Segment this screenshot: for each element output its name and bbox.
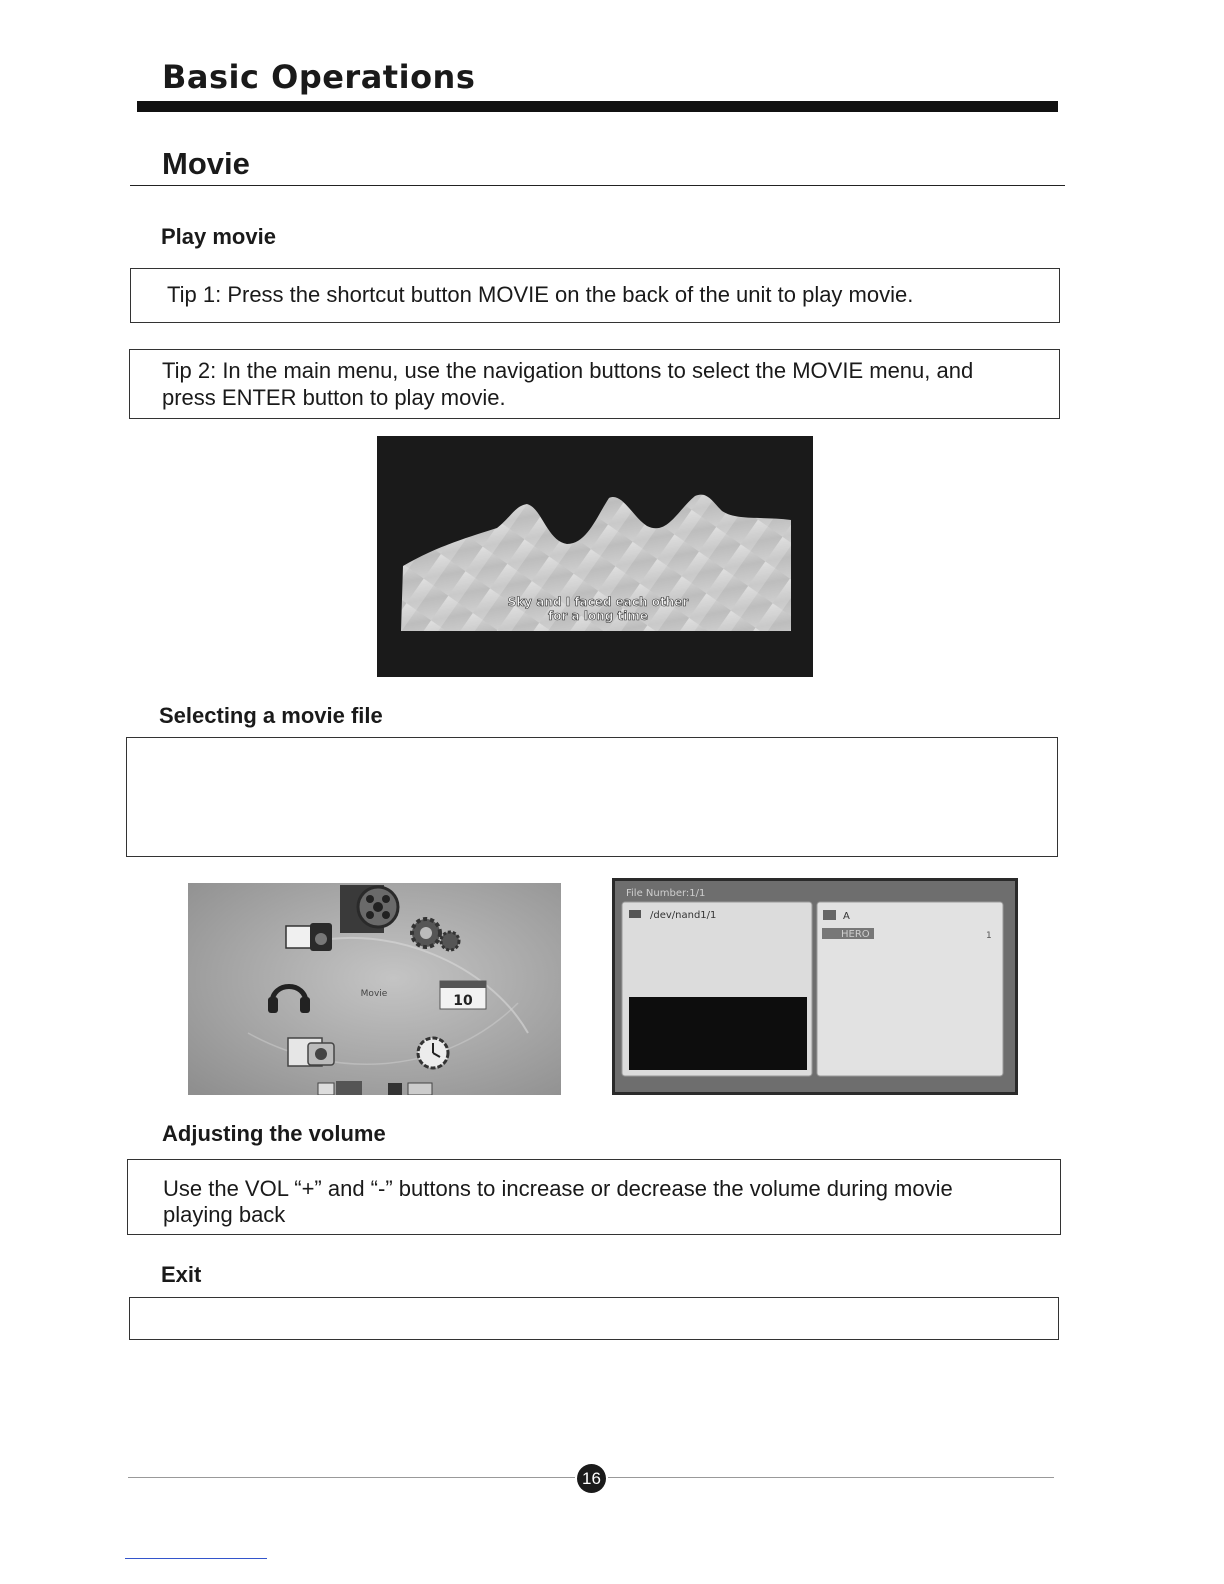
folder-icon [823, 910, 836, 920]
drive-icon [629, 910, 641, 918]
clock-icon [418, 1038, 448, 1068]
tip2-line1: Tip 2: In the main menu, use the navigation buttons to select the MOVIE menu, and [162, 358, 974, 383]
calendar-icon [440, 981, 486, 1009]
volume-box [127, 1159, 1061, 1235]
tip1-text: Tip 1: Press the shortcut button MOVIE on the back of the unit to play movie. [167, 282, 914, 307]
volume-line1: Use the VOL “+” and “-” buttons to increase or decrease the volume during movie [163, 1176, 953, 1201]
selecting-heading: Selecting a movie file [159, 703, 383, 728]
file-index: 1 [986, 931, 992, 941]
movie-playback-screenshot [377, 436, 813, 677]
menu-center-label: Movie [360, 989, 388, 999]
calendar-day: 10 [453, 993, 473, 1009]
exit-heading: Exit [161, 1262, 202, 1287]
footer-line-left [128, 1477, 575, 1478]
file-path: /dev/nand1/1 [650, 910, 717, 921]
play-movie-heading: Play movie [161, 224, 276, 249]
bottom-link-rule [125, 1558, 267, 1559]
tip2-line2: press ENTER button to play movie. [162, 385, 506, 410]
selecting-box [126, 737, 1058, 857]
subtitle-line2: for a long time [548, 609, 648, 623]
footer-line-right [608, 1477, 1054, 1478]
title-rule [137, 101, 1058, 112]
volume-heading: Adjusting the volume [162, 1121, 386, 1146]
file-number-label: File Number:1/1 [626, 888, 706, 899]
file-browser-screenshot [612, 878, 1018, 1095]
subtitle-line1: Sky and I faced each other [507, 595, 689, 609]
preview-pane [629, 997, 807, 1070]
file-name: HERO [841, 929, 870, 940]
page-number: 16 [577, 1464, 606, 1493]
volume-line2: playing back [163, 1202, 286, 1227]
page-title: Basic Operations [162, 58, 476, 96]
photo-music-icon [286, 923, 332, 951]
exit-box [129, 1297, 1059, 1340]
folder-name: A [843, 911, 850, 922]
main-menu-screenshot [188, 883, 561, 1095]
section-title: Movie [162, 146, 250, 181]
tip1-box [130, 268, 1060, 323]
section-rule [130, 185, 1065, 186]
tip2-box [129, 349, 1060, 419]
